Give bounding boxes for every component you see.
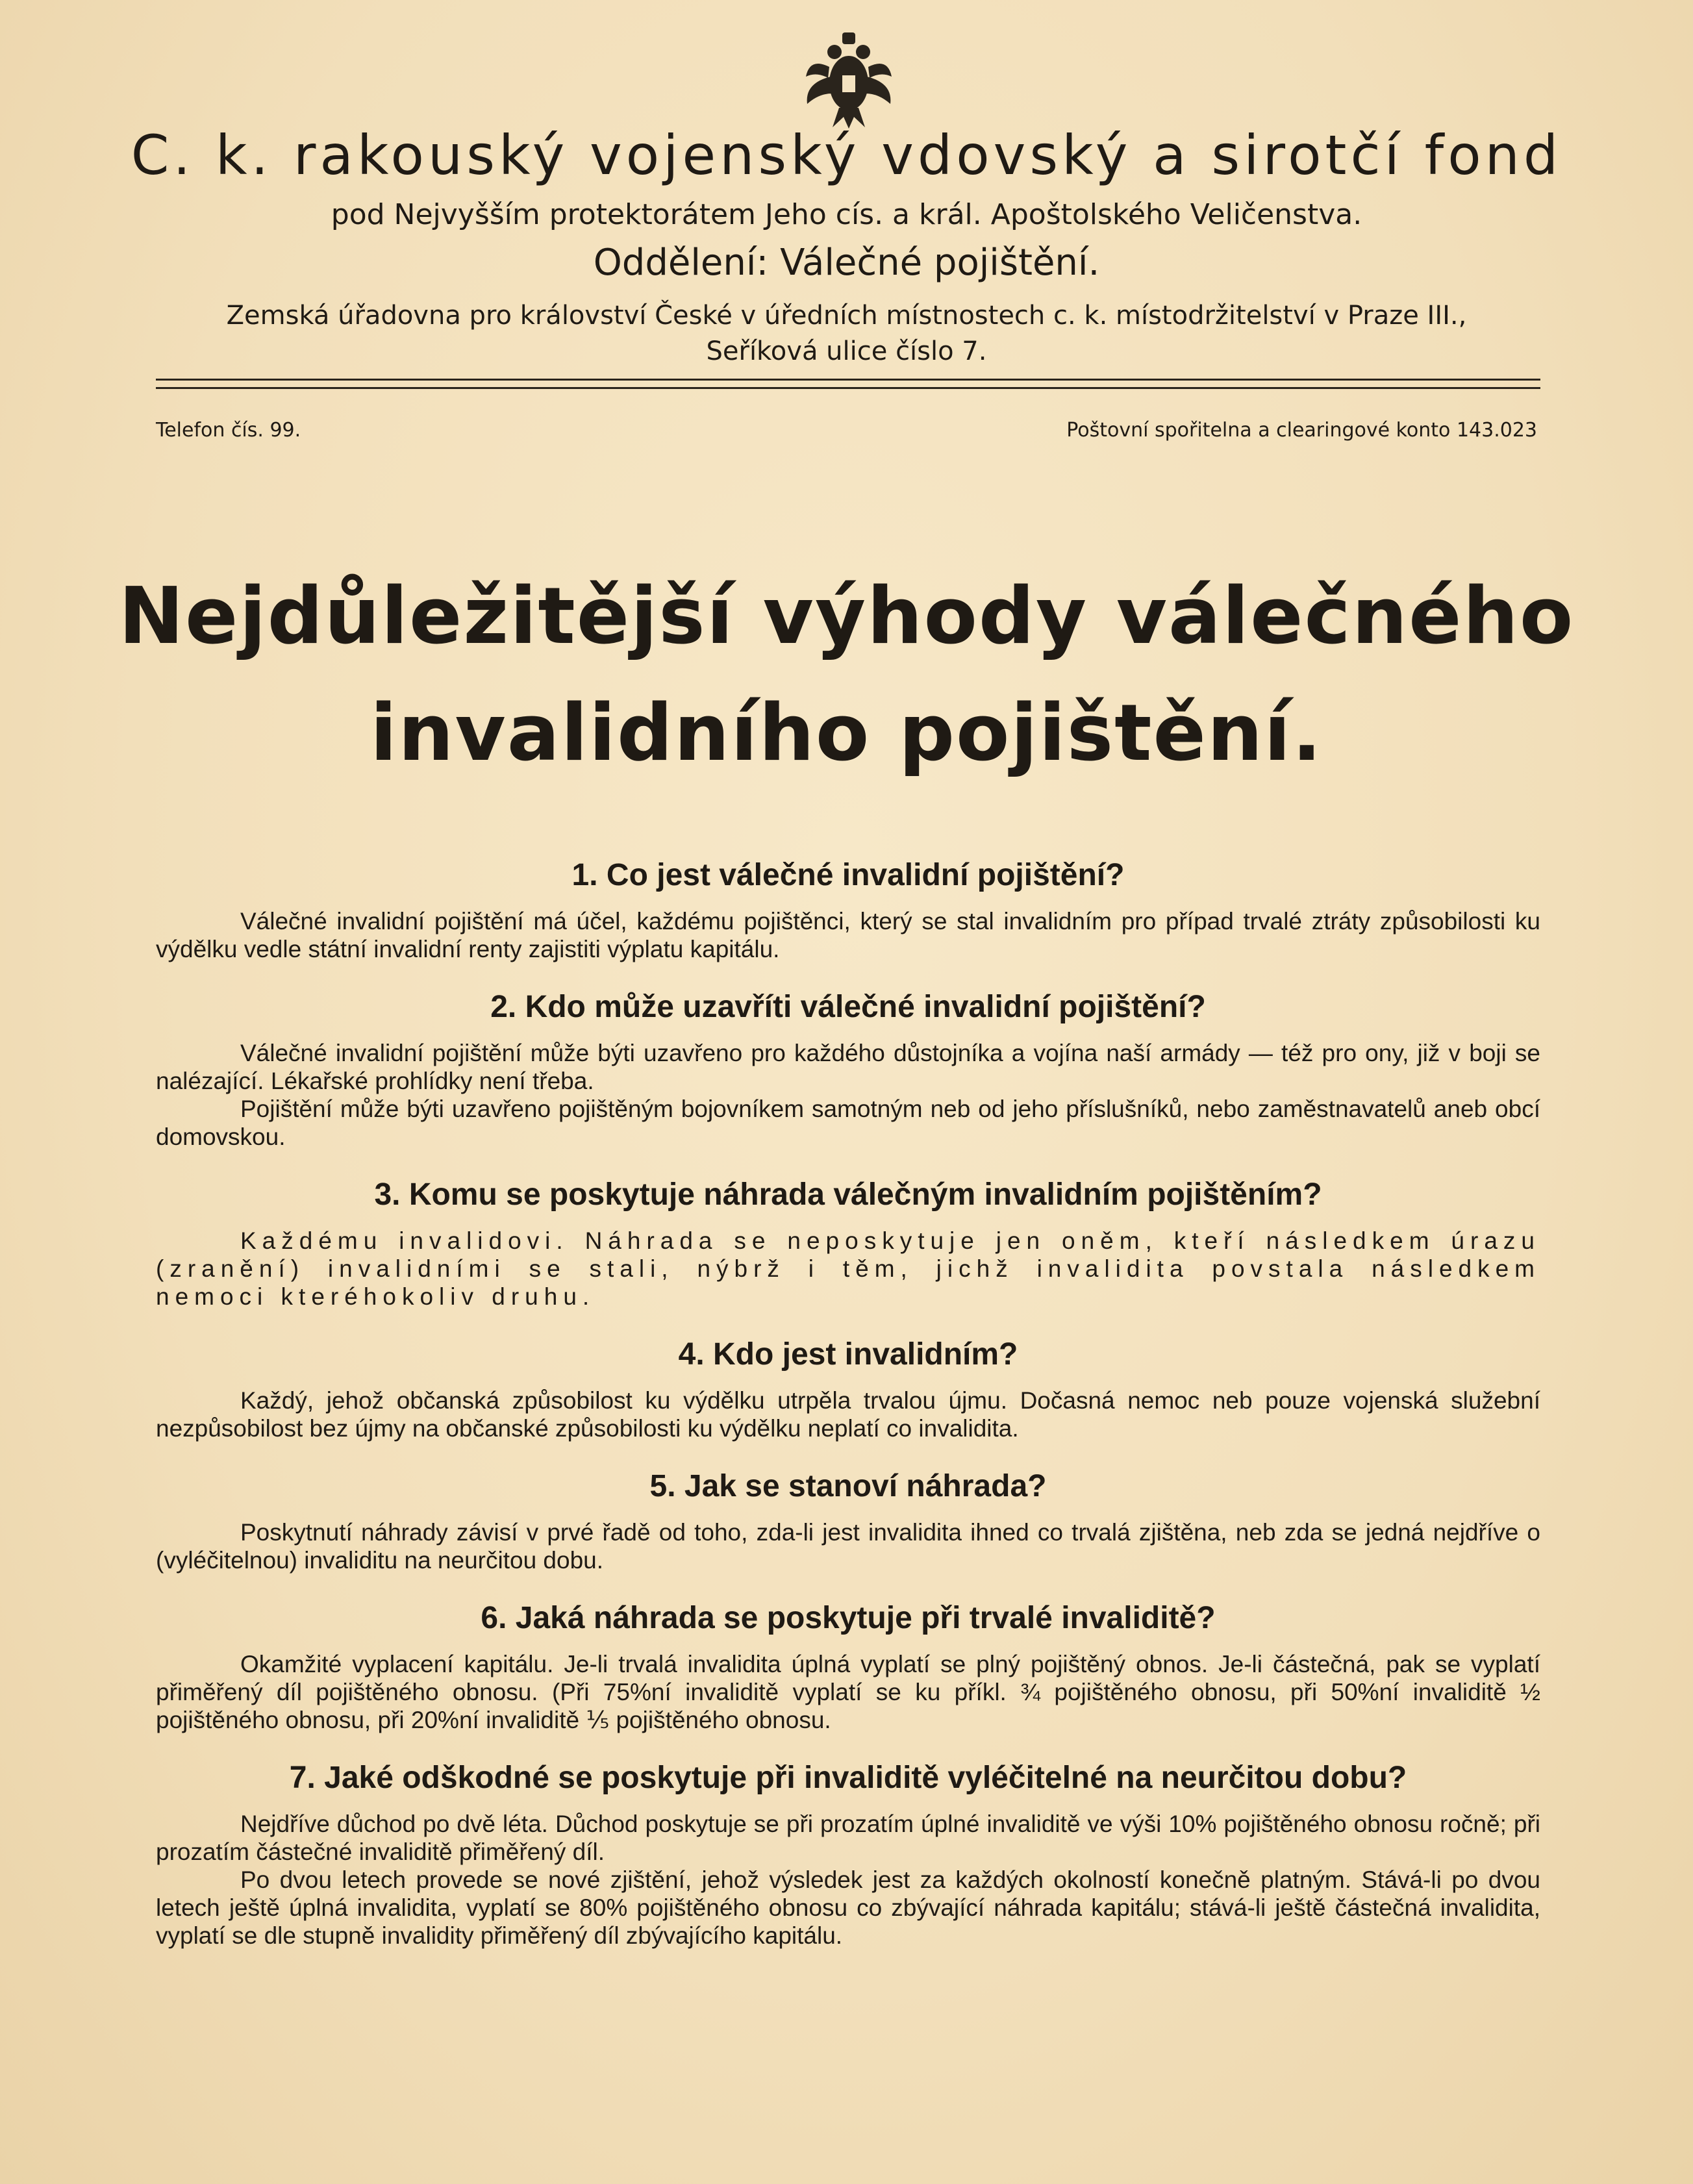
header-divider-top [156,379,1540,381]
section-5 [156,1468,1540,1574]
section-2 [156,989,1540,1151]
section-heading: 5. Jak se stanoví náhrada? [649,1469,1047,1503]
section-paragraph: Nejdříve důchod po dvě léta. Důchod poskytuje se při prozatím úplné invaliditě ve výši 10% pojištěného obnosu ročně; při prozatím částečné invaliditě přiměřený díl. [156,1811,1540,1865]
office-address-line1: Zemská úřadovna pro království České v úředních místnostech c. k. místodržitelství v Praze III., [226,301,1467,331]
department-name: Oddělení: Válečné pojištění. [593,242,1100,284]
section-paragraph: Každý, jehož občanská způsobilost ku výdělku utrpěla trvalou újmu. Dočasná nemoc neb pouze vojenská služební nezpůsobilost bez újmy na občanské způsobilosti ku výdělku neplatí co invalidita. [156,1387,1540,1442]
section-7 [156,1760,1540,1950]
section-paragraph: Válečné invalidní pojištění může býti uzavřeno pro každého důstojníka a vojína naší armády — též pro ony, již v boji se nalézající. Lékařské prohlídky není třeba. [156,1040,1540,1094]
section-3 [156,1177,1540,1311]
account-number: Poštovní spořitelna a clearingové konto 143.023 [1066,419,1537,442]
section-paragraph: Válečné invalidní pojištění má účel, každému pojištěnci, který se stal invalidním pro případ trvalé ztráty způsobilosti ku výdělku vedle státní invalidní renty zajistiti výplatu kapitálu. [156,908,1540,962]
section-heading: 2. Kdo může uzavříti válečné invalidní pojištění? [490,990,1206,1024]
section-1 [156,857,1540,963]
phone-number: Telefon čís. 99. [156,419,301,442]
section-heading: 1. Co jest válečné invalidní pojištění? [571,858,1125,892]
organization-subtitle: pod Nejvyšším protektorátem Jeho cís. a král. Apoštolského Veličenstva. [331,198,1362,231]
document-title [0,559,1693,792]
section-heading: 7. Jaké odškodné se poskytuje při invaliditě vyléčitelné na neurčitou dobu? [289,1761,1407,1795]
header-divider-bottom [156,387,1540,389]
section-heading: 3. Komu se poskytuje náhrada válečným invalidním pojištěním? [374,1177,1322,1212]
section-paragraph: Každému invalidovi. Náhrada se neposkytuje jen oněm, kteří následkem úrazu (zranění) invalidními se stali, nýbrž i těm, jichž invalidita povstala následkem nemoci kteréhokoliv druhu. [156,1227,1540,1310]
section-paragraph: Po dvou letech provede se nové zjištění, jehož výsledek jest za každých okolností konečně platným. Stává-li po dvou letech ještě úplná invalidita, vyplatí se 80% pojištěného obnosu co zbývající náhrada kapitálu; stává-li ještě částečná invalidita, vyplatí se dle stupně invalidity přiměřený díl zbývajícího kapitálu. [156,1866,1540,1949]
section-paragraph: Pojištění může býti uzavřeno pojištěným bojovníkem samotným neb od jeho příslušníků, nebo zaměstnavatelů aneb obcí domovskou. [156,1096,1540,1150]
section-heading: 4. Kdo jest invalidním? [678,1337,1018,1372]
section-heading: 6. Jaká náhrada se poskytuje při trvalé invaliditě? [481,1601,1216,1635]
office-address-line2: Seříková ulice číslo 7. [706,336,987,366]
title-line-2: invalidního pojištění. [370,688,1323,779]
section-6 [156,1600,1540,1734]
organization-title: C. k. rakouský vojenský vdovský a sirotčí fond [131,123,1562,187]
section-paragraph: Poskytnutí náhrady závisí v prvé řadě od toho, zda-li jest invalidita ihned co trvalá zjištěna, neb zda se jedná nejdříve o (vyléčitelnou) invaliditu na neurčitou dobu. [156,1519,1540,1574]
double-headed-eagle-icon [803,31,894,129]
sections-container [156,857,1540,1976]
title-line-1: Nejdůležitější výhody válečného [118,571,1575,662]
section-paragraph: Okamžité vyplacení kapitálu. Je-li trvalá invalidita úplná vyplatí se plný pojištěný obnos. Je-li částečná, pak se vyplatí přiměřený díl pojištěného obnosu. (Při 75%ní invaliditě vyplatí se ku příkl. ¾ pojištěného obnosu, při 50%ní invaliditě ½ pojištěného obnosu, při 20%ní invaliditě ⅕ pojištěného obnosu. [156,1651,1540,1733]
section-4 [156,1337,1540,1442]
